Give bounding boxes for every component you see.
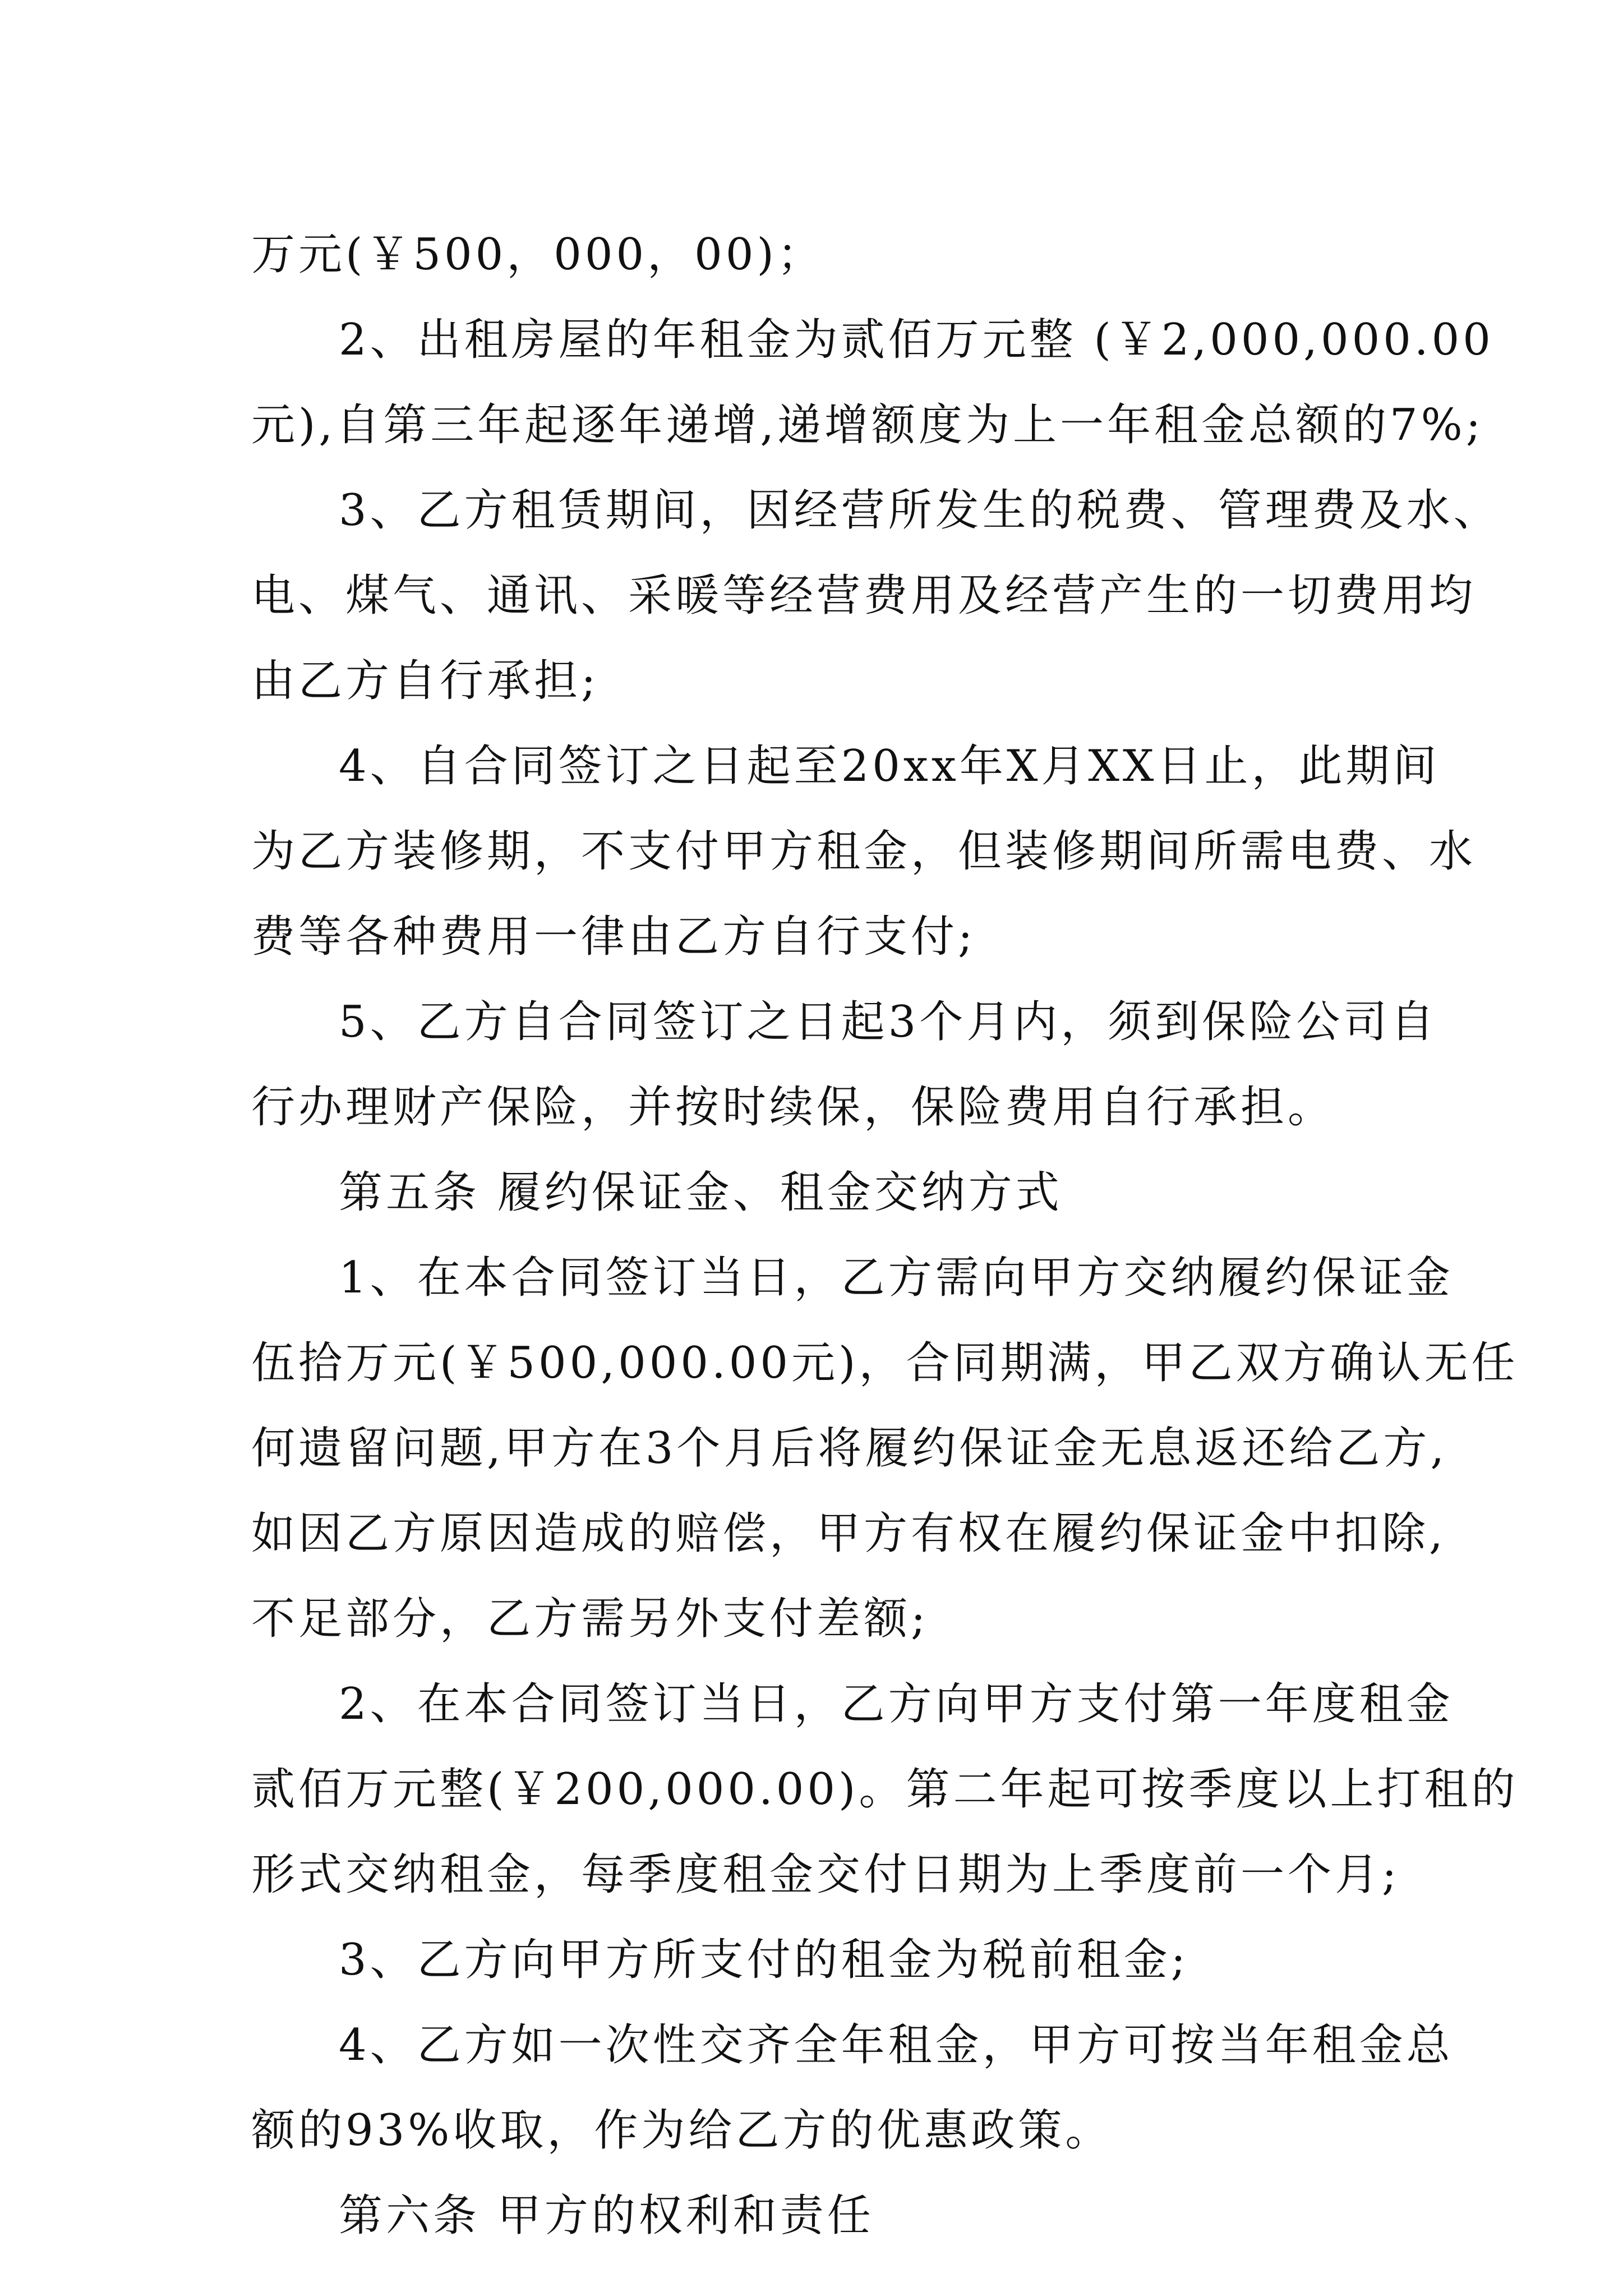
text-line: 费等各种费用一律由乙方自行支付; xyxy=(251,912,976,962)
section-heading: 第五条 履约保证金、租金交纳方式 xyxy=(339,1167,1063,1218)
text-line: 额的93%收取，作为给乙方的优惠政策。 xyxy=(251,2105,1113,2156)
document-body xyxy=(251,212,1519,2258)
text-line: 电、煤气、通讯、采暖等经营费用及经营产生的一切费用均 xyxy=(251,570,1477,621)
text-line: 5、乙方自合同签订之日起3个月内，须到保险公司自 xyxy=(339,997,1438,1047)
text-line: 贰佰万元整(￥200,000.00)。第二年起可按季度以上打租的 xyxy=(251,1764,1519,1815)
text-line: 4、自合同签订之日起至20xx年X月XX日止，此期间 xyxy=(339,741,1440,792)
text-line: 3、乙方租赁期间，因经营所发生的税费、管理费及水、 xyxy=(339,485,1501,536)
section-heading: 第六条 甲方的权利和责任 xyxy=(339,2191,874,2241)
text-line: 行办理财产保险，并按时续保，保险费用自行承担。 xyxy=(251,1082,1335,1133)
text-line: 为乙方装修期，不支付甲方租金，但装修期间所需电费、水 xyxy=(251,826,1477,877)
text-line: 由乙方自行承担; xyxy=(251,656,600,706)
text-line: 3、乙方向甲方所支付的租金为税前租金; xyxy=(339,1935,1189,1985)
text-line: 形式交纳租金，每季度租金交付日期为上季度前一个月; xyxy=(251,1849,1400,1900)
text-line: 伍拾万元(￥500,000.00元)，合同期满，甲乙双方确认无任 xyxy=(251,1338,1519,1388)
text-line: 如因乙方原因造成的赔偿，甲方有权在履约保证金中扣除, xyxy=(251,1508,1446,1559)
text-line: 1、在本合同签订当日，乙方需向甲方交纳履约保证金 xyxy=(339,1253,1454,1303)
text-line: 2、出租房屋的年租金为贰佰万元整 (￥2,000,000.00 xyxy=(339,315,1494,365)
text-line: 2、在本合同签订当日，乙方向甲方支付第一年度租金 xyxy=(339,1679,1454,1729)
text-line: 不足部分，乙方需另外支付差额; xyxy=(251,1594,929,1644)
text-line: 4、乙方如一次性交齐全年租金，甲方可按当年租金总 xyxy=(339,2020,1454,2070)
text-line: 何遗留问题,甲方在3个月后将履约保证金无息返还给乙方, xyxy=(251,1423,1448,1474)
text-line: 万元(￥500，000，00)； xyxy=(251,229,824,280)
text-line: 元),自第三年起逐年递增,递增额度为上一年租金总额的7%; xyxy=(251,400,1484,450)
